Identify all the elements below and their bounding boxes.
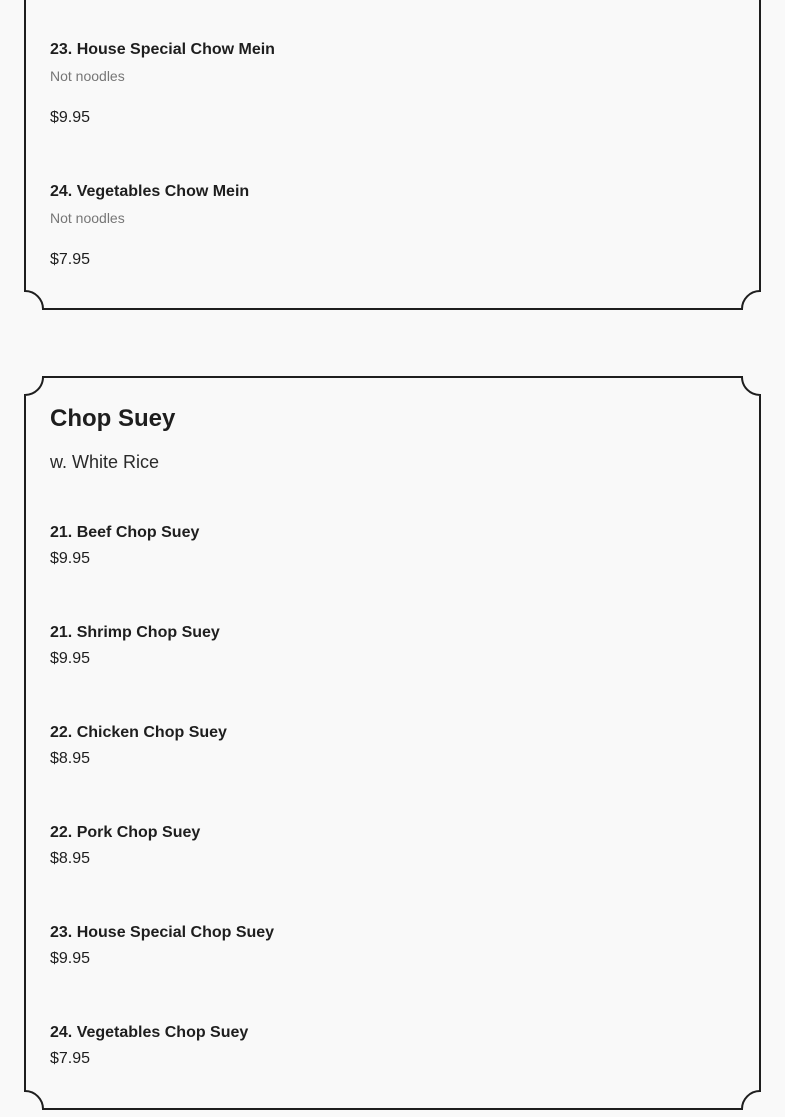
- menu-item-price: $9.95: [50, 950, 91, 967]
- menu-item-price: $9.95: [50, 109, 91, 126]
- menu-item-name[interactable]: 21. Shrimp Chop Suey: [50, 624, 220, 641]
- menu-item-name[interactable]: 23. House Special Chow Mein: [50, 41, 275, 58]
- menu-item-name[interactable]: 22. Chicken Chop Suey: [50, 724, 227, 741]
- menu-item-name[interactable]: 23. House Special Chop Suey: [50, 924, 275, 941]
- menu-section-chop-suey: [24, 376, 761, 1109]
- menu-item-description: Not noodles: [50, 68, 125, 84]
- menu-item-name[interactable]: 22. Pork Chop Suey: [50, 824, 201, 841]
- menu-item-price: $8.95: [50, 850, 91, 867]
- menu-item-name[interactable]: 21. Beef Chop Suey: [50, 524, 200, 541]
- menu-item-name[interactable]: 24. Vegetables Chow Mein: [50, 183, 250, 200]
- menu-item-price: $7.95: [50, 251, 91, 268]
- section-title: Chop Suey: [50, 405, 176, 432]
- menu-item-price: $8.95: [50, 750, 91, 767]
- menu-item-price: $7.95: [50, 1050, 91, 1067]
- menu-item-name[interactable]: 24. Vegetables Chop Suey: [50, 1024, 249, 1041]
- menu-item-description: Not noodles: [50, 210, 125, 226]
- menu-item-price: $9.95: [50, 550, 91, 567]
- menu-section-chow-mein: [24, 0, 761, 310]
- section-subtitle: w. White Rice: [50, 452, 160, 472]
- menu-item-price: $9.95: [50, 650, 91, 667]
